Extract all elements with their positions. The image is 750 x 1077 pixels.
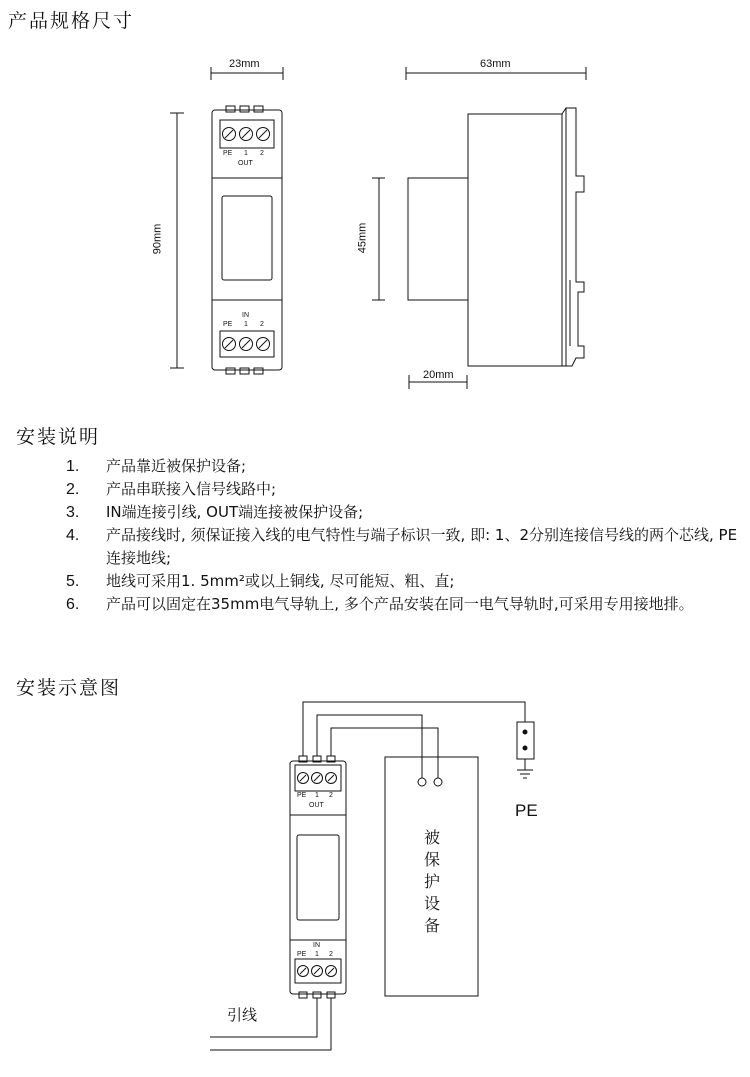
label-2-bottom: 2 <box>260 321 264 328</box>
dim-height: 90mm <box>151 223 164 255</box>
section-title-diagram: 安装示意图 <box>16 677 122 699</box>
diagram-label-1-top: 1 <box>315 792 319 799</box>
dim-width-front: 23mm <box>229 58 260 70</box>
lead-label: 引线 <box>227 1006 258 1024</box>
diagram-label-pe-top: PE <box>297 792 307 799</box>
list-item: 6. 产品可以固定在35mm电气导轨上, 多个产品安装在同一电气导轨时,可采用专用接地排。 <box>66 595 694 613</box>
section-title-specs: 产品规格尺寸 <box>8 10 135 32</box>
wire-1 <box>317 715 422 778</box>
section-title-install: 安装说明 <box>16 426 101 448</box>
label-out-top: OUT <box>238 160 253 167</box>
install-steps-list <box>66 455 746 616</box>
pe-label: PE <box>515 801 538 820</box>
label-in-bottom: IN <box>242 312 249 319</box>
diagram-device-window <box>297 835 339 920</box>
side-view-profile <box>408 108 584 366</box>
label-1-bottom: 1 <box>244 321 248 328</box>
list-item: 4. 产品接线时, 须保证接入线的电气特性与端子标识一致, 即: 1、2分别连接信号线的两个芯线, PE 连接地线; <box>66 526 738 567</box>
label-pe-top: PE <box>223 150 233 157</box>
dim-width-side: 63mm <box>480 58 511 70</box>
diagram-label-in: IN <box>313 942 320 949</box>
device-terminal-2 <box>434 778 442 786</box>
diagram-label-2-top: 2 <box>329 792 333 799</box>
diagram-label-out: OUT <box>309 802 324 809</box>
front-view-window <box>222 196 272 280</box>
diagram-label-pe-bottom: PE <box>297 951 307 958</box>
label-2-top: 2 <box>260 150 264 157</box>
ground-icon <box>517 770 533 778</box>
dim-mid-height: 45mm <box>356 222 369 254</box>
label-pe-bottom: PE <box>223 321 233 328</box>
device-terminal-1 <box>418 778 426 786</box>
pe-terminal-block <box>517 722 534 759</box>
label-1-top: 1 <box>244 150 248 157</box>
list-item: 3. IN端连接引线, OUT端连接被保护设备; <box>66 503 364 521</box>
list-item: 1. 产品靠近被保护设备; <box>66 457 247 475</box>
list-item: 2. 产品串联接入信号线路中; <box>66 480 277 498</box>
pe-wire <box>303 702 525 756</box>
diagram-label-2-bottom: 2 <box>329 951 333 958</box>
dim-rail: 20mm <box>423 369 454 381</box>
diagram-label-1-bottom: 1 <box>315 951 319 958</box>
protected-device-label: 被保护设备 <box>423 828 440 935</box>
list-item: 5. 地线可采用1. 5mm²或以上铜线, 尽可能短、粗、直; <box>66 572 455 590</box>
